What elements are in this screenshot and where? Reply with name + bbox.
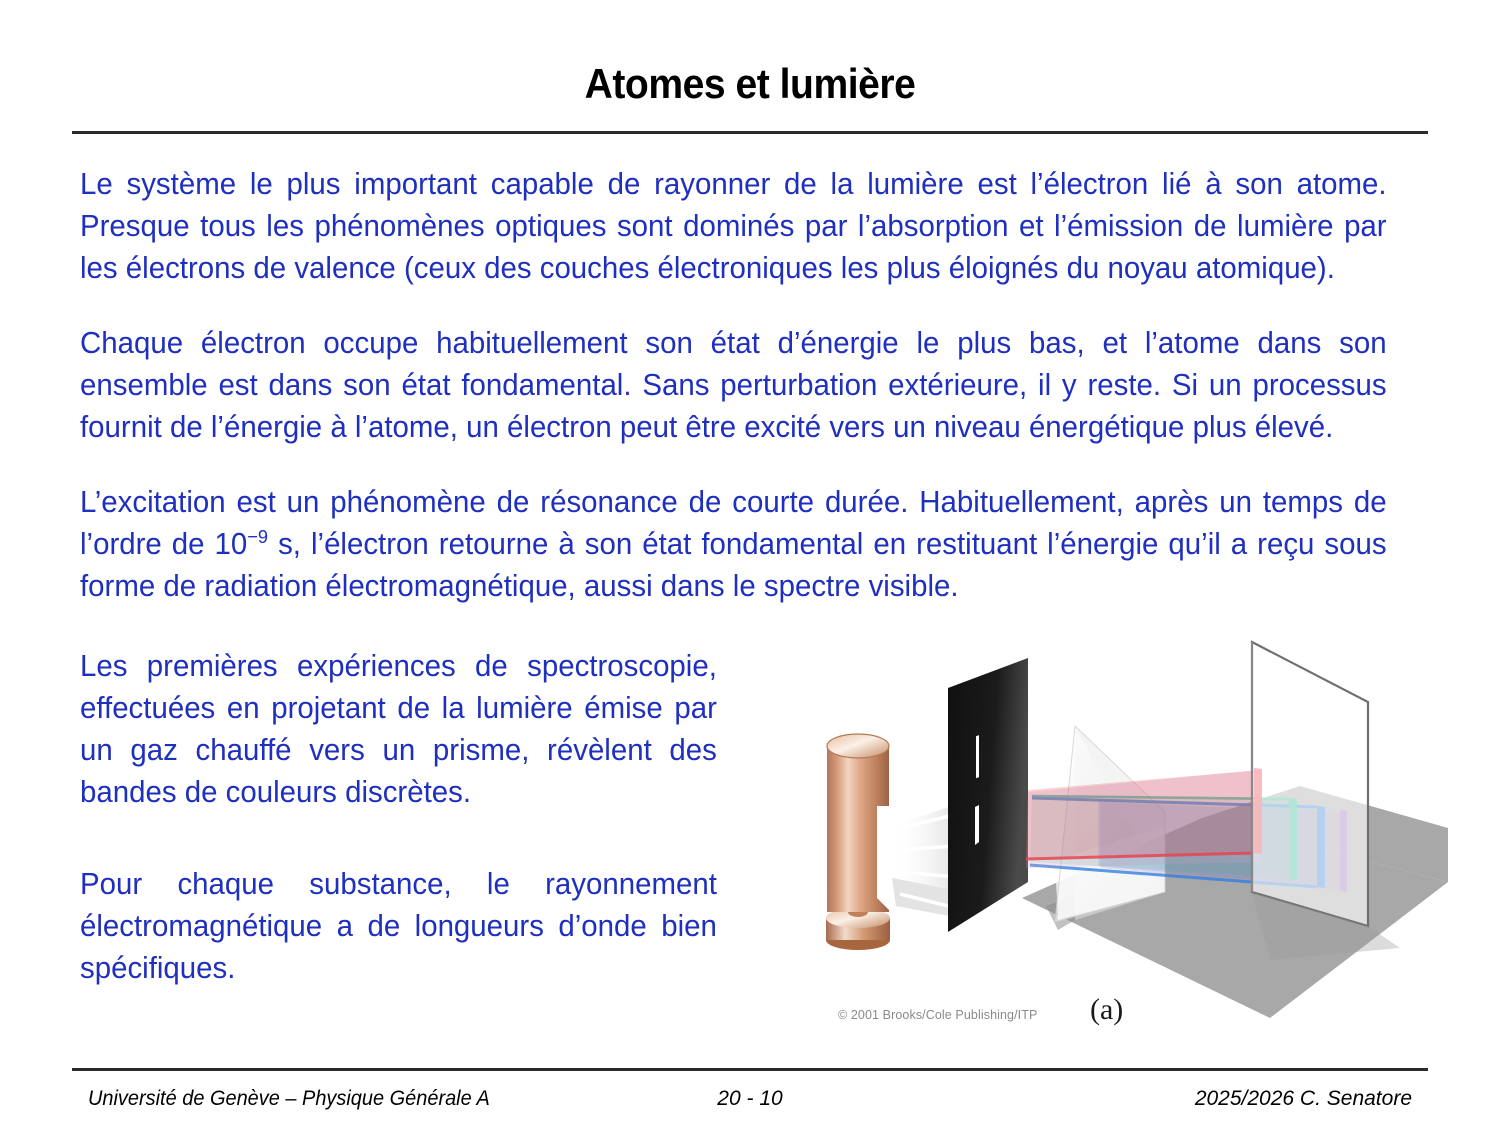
viewing-screen [1252, 642, 1368, 926]
paragraph-ground-state-text: Chaque électron occupe habituellement son état d’énergie le plus bas, et l’atome dans son ensemble est dans son état fondamental. Sans perturbation extérieure, il y reste. Si un processus fournit de l’énergie à l’atome, un électron peut être excité vers un niveau énergétique plus élevé. [80, 326, 1387, 444]
paragraph-spectroscopy-text: Les premières expériences de spectroscopie, effectuées en projetant de la lumière émise par un gaz chauffé vers un prisme, révèlent des bandes de couleurs discrètes. [80, 649, 717, 809]
paragraph-spectroscopy [80, 645, 717, 813]
spectroscopy-figure [800, 630, 1450, 1030]
figure-caption: (a) [1090, 993, 1124, 1026]
slit-screen-panel [948, 658, 1028, 932]
paragraph-excitation-part1: L’excitation est un phénomène de résonance de courte durée. Habituellement, après un temps de l’ordre de 10 [80, 485, 1387, 561]
footer-author-label: 2025/2026 C. Senatore [1194, 1087, 1412, 1110]
gas-discharge-tube [826, 734, 890, 950]
beam-red [1026, 770, 1260, 858]
footer-page-number: 20 - 10 [717, 1087, 783, 1110]
slit-screen [948, 658, 1028, 932]
paragraph-intro [80, 163, 1387, 289]
exponent-minus-nine: −9 [247, 526, 269, 548]
paragraph-excitation [80, 481, 1387, 607]
paragraph-wavelengths-text: Pour chaque substance, le rayonnement électromagnétique a de longueurs d’onde bien spécifiques. [80, 867, 717, 985]
paragraph-intro-text: Le système le plus important capable de rayonner de la lumière est l’électron lié à son atome. Presque tous les phénomènes optiques sont dominés par l’absorption et l’émission de lumière par les électrons de valence (ceux des couches électroniques les plus éloignés du noyau atomique). [80, 167, 1387, 285]
paragraph-excitation-text [80, 481, 1387, 607]
title-divider [72, 131, 1428, 134]
page-title: Atomes et lumière [584, 60, 916, 107]
footer-course-label: Université de Genève – Physique Générale A [88, 1087, 490, 1110]
slit-line [975, 805, 979, 845]
viewing-screen-panel [1252, 642, 1368, 926]
tube-notch [877, 806, 889, 910]
paragraph-excitation-part2: s, l’électron retourne à son état fondamental en restituant l’énergie qu’il a reçu sous forme de radiation électromagnétique, aussi dans le spectre visible. [80, 527, 1387, 603]
slit-aperture [976, 735, 979, 778]
figure-credit: © 2001 Brooks/Cole Publishing/ITP [838, 1008, 1038, 1022]
paragraph-wavelengths [80, 863, 717, 989]
footer-divider [72, 1068, 1428, 1071]
paragraph-ground-state [80, 322, 1387, 448]
